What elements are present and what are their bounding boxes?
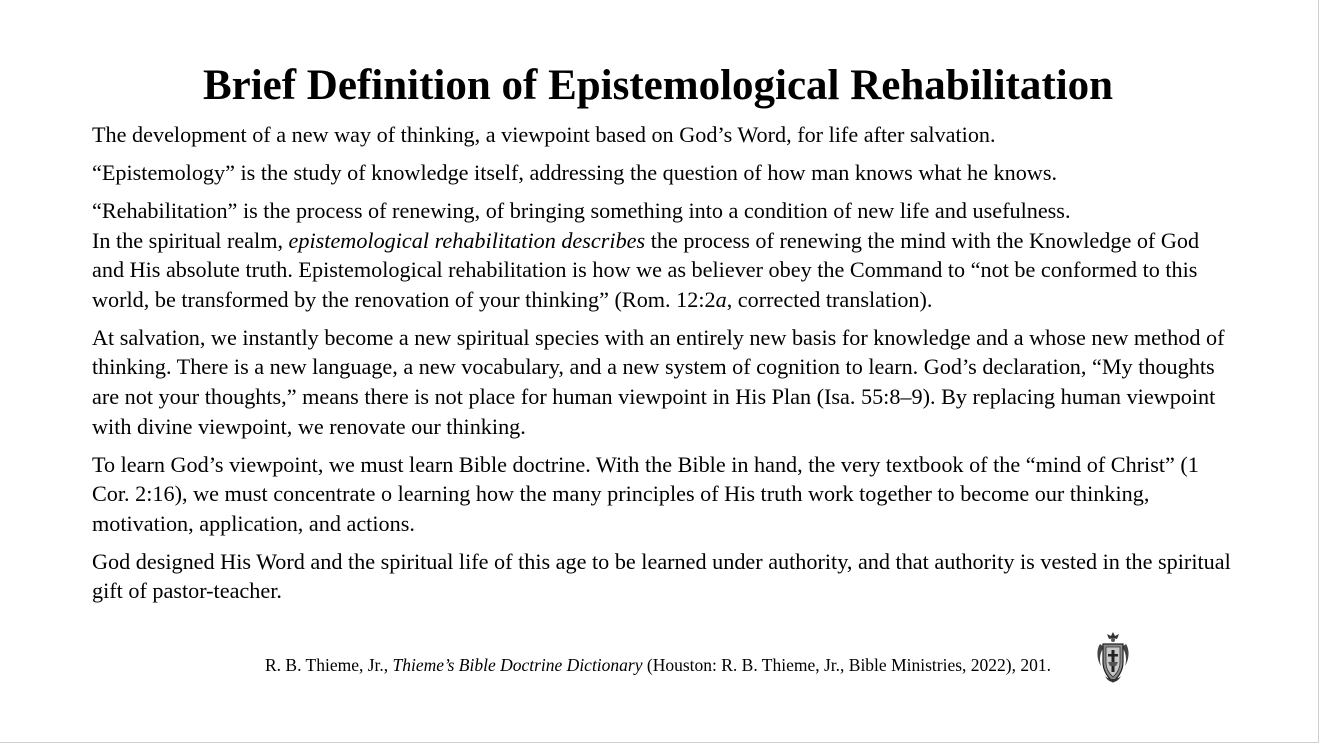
citation-publisher: (Houston: R. B. Thieme, Jr., Bible Ministries, 2022), 201. bbox=[642, 655, 1051, 675]
paragraph-rehabilitation-italic: epistemological rehabilitation describes bbox=[288, 227, 646, 253]
citation-book-title: Thieme’s Bible Doctrine Dictionary bbox=[392, 655, 643, 675]
paragraph-rehabilitation-italic-a: a bbox=[715, 286, 727, 312]
paragraph-rehabilitation-text-3: , corrected translation). bbox=[726, 286, 933, 312]
paragraph-rehabilitation bbox=[92, 196, 1232, 314]
ornate-shield-logo-icon bbox=[1095, 630, 1131, 686]
paragraph-authority: God designed His Word and the spiritual life of this age to be learned under authority, and that authority is vested in the spiritual gift of pastor-teacher. bbox=[92, 548, 1231, 604]
paragraph-rehabilitation-text-2: the process of renewing the mind with the Knowledge of God and His absolute truth. Epistemological rehabilitation is how we as believer obey the Command to “not be conformed to this world, be transformed by the renovation of your thinking” (Rom. 12:2 bbox=[92, 227, 1200, 312]
paragraph-rehabilitation-sentence1: “Rehabilitation” is the process of renewing, of bringing something into a condition of new life and usefulness. bbox=[92, 197, 1071, 223]
paragraph-learn-doctrine: To learn God’s viewpoint, we must learn Bible doctrine. With the Bible in hand, the very textbook of the “mind of Christ” (1 Cor. 2:16), we must concentrate o learning how the many principles of His truth work together to become our thinking, motivation, application, and actions. bbox=[92, 451, 1199, 536]
paragraph-rehabilitation-text: In the spiritual realm, bbox=[92, 227, 289, 253]
citation-author: R. B. Thieme, Jr., bbox=[264, 655, 393, 675]
paragraph-definition: The development of a new way of thinking, a viewpoint based on God’s Word, for life after salvation. bbox=[92, 122, 996, 147]
paragraph-epistemology: “Epistemology” is the study of knowledge itself, addressing the question of how man knows what he knows. bbox=[92, 159, 1058, 185]
paragraph-salvation: At salvation, we instantly become a new spiritual species with an entirely new basis for knowledge and a whose new method of thinking. There is a new language, a new vocabulary, and a new system of cognition to learn. God’s declaration, “My thoughts are not your thoughts,” means there is not place for human viewpoint in His Plan (Isa. 55:8–9). By replacing human viewpoint with divine viewpoint, we renovate our thinking. bbox=[92, 324, 1225, 439]
definition-body bbox=[92, 120, 1232, 614]
page-title: Brief Definition of Epistemological Rehabilitation bbox=[202, 62, 1114, 109]
